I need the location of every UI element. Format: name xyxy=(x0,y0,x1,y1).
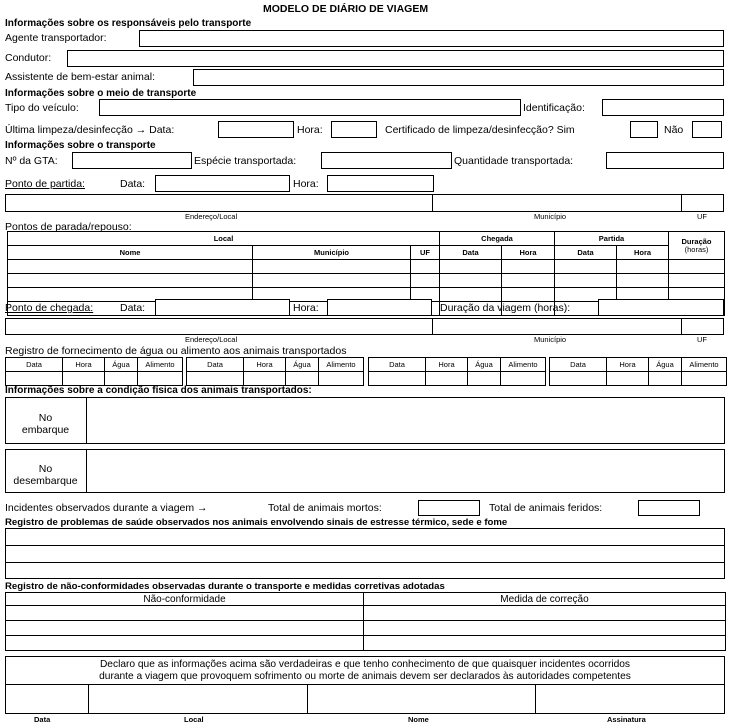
table-cell[interactable] xyxy=(253,274,411,288)
section-heading-condicao: Informações sobre a condição física dos animais transportados: xyxy=(5,385,312,396)
col-hora: Hora xyxy=(426,358,468,372)
page-title: MODELO DE DIÁRIO DE VIAGEM xyxy=(263,3,429,15)
col-alimento: Alimento xyxy=(138,358,183,372)
condutor-label: Condutor: xyxy=(5,52,52,64)
declaracao-assinatura-caption: Assinatura xyxy=(607,715,646,724)
identificacao-label: Identificação: xyxy=(523,102,585,114)
table-cell[interactable] xyxy=(63,372,105,386)
table-cell[interactable] xyxy=(244,372,286,386)
feridos-field[interactable] xyxy=(638,500,700,516)
table-row xyxy=(6,606,726,621)
chegada-data-label: Data: xyxy=(120,302,146,314)
fornecimento-table-4 xyxy=(549,357,727,386)
col-alimento: Alimento xyxy=(682,358,727,372)
paradas-uf-header: UF xyxy=(411,246,440,260)
declaracao-assinatura-field[interactable] xyxy=(536,685,724,713)
declaracao-nome-caption: Nome xyxy=(408,715,429,724)
table-cell[interactable] xyxy=(364,636,726,651)
desembarque-label-1: No xyxy=(38,463,53,475)
fornecimento-table-2 xyxy=(186,357,364,386)
table-cell[interactable] xyxy=(502,288,555,302)
table-row xyxy=(369,372,546,386)
paradas-municipio-header: Município xyxy=(253,246,411,260)
chegada-data-field[interactable] xyxy=(155,299,290,316)
quantidade-field[interactable] xyxy=(606,152,724,169)
feridos-label: Total de animais feridos: xyxy=(489,502,603,514)
divider xyxy=(681,194,682,212)
gta-label: Nº da GTA: xyxy=(5,155,58,167)
gta-field[interactable] xyxy=(72,152,192,169)
table-cell[interactable] xyxy=(369,372,426,386)
table-cell[interactable] xyxy=(440,288,502,302)
embarque-field[interactable] xyxy=(87,398,724,443)
desembarque-field[interactable] xyxy=(87,450,724,492)
certificado-sim-checkbox[interactable] xyxy=(630,121,658,138)
paradas-partida-data-header: Data xyxy=(555,246,617,260)
table-cell[interactable] xyxy=(8,274,253,288)
table-cell[interactable] xyxy=(411,274,440,288)
fornecimento-label: Registro de fornecimento de água ou alimento aos animais transportados xyxy=(5,345,347,357)
col-data: Data xyxy=(187,358,244,372)
table-cell[interactable] xyxy=(426,372,468,386)
table-cell[interactable] xyxy=(411,260,440,274)
paradas-chegada-data-header: Data xyxy=(440,246,502,260)
table-row xyxy=(6,636,726,651)
table-cell[interactable] xyxy=(440,274,502,288)
chegada-uf-caption: UF xyxy=(697,335,707,344)
table-cell[interactable] xyxy=(138,372,183,386)
nc-col-nao-conformidade: Não-conformidade xyxy=(6,593,364,606)
mortos-label: Total de animais mortos: xyxy=(268,502,382,514)
tipo-veiculo-label: Tipo do veículo: xyxy=(5,102,79,114)
paradas-partida-header: Partida xyxy=(555,232,669,246)
paradas-local-header: Local xyxy=(8,232,440,246)
declaracao-line-1: Declaro que as informações acima são verdadeiras e que tenho conhecimento de que quaisquer incidentes ocorridos xyxy=(99,659,631,670)
condutor-field[interactable] xyxy=(67,50,724,67)
paradas-chegada-header: Chegada xyxy=(440,232,555,246)
partida-hora-field[interactable] xyxy=(327,175,434,192)
table-cell[interactable] xyxy=(319,372,364,386)
section-heading-transporte: Informações sobre o transporte xyxy=(5,140,156,151)
paradas-nome-header: Nome xyxy=(8,246,253,260)
table-cell[interactable] xyxy=(6,606,364,621)
partida-data-field[interactable] xyxy=(155,175,290,192)
chegada-label: Ponto de chegada: xyxy=(5,302,94,314)
mortos-field[interactable] xyxy=(418,500,480,516)
section-heading-responsaveis: Informações sobre os responsáveis pelo transporte xyxy=(5,18,252,29)
divider xyxy=(432,318,433,335)
table-cell[interactable] xyxy=(617,260,669,274)
table-cell[interactable] xyxy=(440,260,502,274)
table-row xyxy=(6,621,726,636)
divider xyxy=(432,194,433,212)
certificado-nao-label: Não xyxy=(664,124,684,136)
table-cell[interactable] xyxy=(364,621,726,636)
declaracao-line-2: durante a viagem que provoquem sofrimento ou morte de animais devem ser declarados às autoridades competentes xyxy=(99,671,631,682)
certificado-label: Certificado de limpeza/desinfecção? Sim xyxy=(385,124,575,136)
table-cell[interactable] xyxy=(607,372,649,386)
table-cell[interactable] xyxy=(253,260,411,274)
section-heading-saude: Registro de problemas de saúde observados nos animais envolvendo sinais de estresse térmico, sede e fome xyxy=(5,517,508,528)
embarque-label-1: No xyxy=(38,412,53,424)
table-cell[interactable] xyxy=(682,372,727,386)
col-data: Data xyxy=(369,358,426,372)
table-cell[interactable] xyxy=(502,260,555,274)
table-row xyxy=(8,274,725,288)
chegada-hora-label: Hora: xyxy=(293,302,319,314)
declaracao-nome-field[interactable] xyxy=(308,685,535,713)
table-row xyxy=(550,372,727,386)
chegada-duracao-label: Duração da viagem (horas): xyxy=(440,302,571,314)
declaracao-data-caption: Data xyxy=(34,715,51,724)
table-cell[interactable] xyxy=(502,274,555,288)
table-row xyxy=(6,372,183,386)
partida-uf-caption: UF xyxy=(697,212,707,221)
table-cell[interactable] xyxy=(6,621,364,636)
quantidade-label: Quantidade transportada: xyxy=(454,155,574,167)
partida-endereco-caption: Endereço/Local xyxy=(185,212,238,221)
table-cell[interactable] xyxy=(669,260,725,274)
partida-hora-label: Hora: xyxy=(293,178,319,190)
table-row xyxy=(8,260,725,274)
divider xyxy=(5,545,725,546)
limpeza-label: Última limpeza/desinfecção → Data: xyxy=(5,124,175,136)
especie-label: Espécie transportada: xyxy=(194,155,297,167)
limpeza-hora-label: Hora: xyxy=(297,124,323,136)
col-agua: Água xyxy=(286,358,319,372)
table-cell[interactable] xyxy=(8,260,253,274)
table-cell[interactable] xyxy=(6,636,364,651)
chegada-hora-field[interactable] xyxy=(327,299,432,316)
agente-field[interactable] xyxy=(139,30,724,47)
agente-label: Agente transportador: xyxy=(5,32,107,44)
col-alimento: Alimento xyxy=(501,358,546,372)
col-data: Data xyxy=(6,358,63,372)
table-cell[interactable] xyxy=(555,274,617,288)
partida-endereco-row[interactable] xyxy=(5,194,724,212)
paradas-duracao-header xyxy=(669,232,725,260)
desembarque-label-2: desembarque xyxy=(13,475,78,487)
table-cell[interactable] xyxy=(105,372,138,386)
fornecimento-table-3 xyxy=(368,357,546,386)
col-data: Data xyxy=(550,358,607,372)
table-cell[interactable] xyxy=(649,372,682,386)
paradas-horas-text: (horas) xyxy=(684,244,709,254)
paradas-duracao-text: Duração xyxy=(681,236,712,246)
partida-data-label: Data: xyxy=(120,178,146,190)
table-cell[interactable] xyxy=(617,274,669,288)
divider xyxy=(681,318,682,335)
table-cell[interactable] xyxy=(364,606,726,621)
nc-table xyxy=(5,592,726,651)
table-cell[interactable] xyxy=(468,372,501,386)
identificacao-field[interactable] xyxy=(602,99,724,116)
chegada-municipio-caption: Município xyxy=(534,335,567,344)
table-cell[interactable] xyxy=(6,372,63,386)
chegada-endereco-caption: Endereço/Local xyxy=(185,335,238,344)
partida-municipio-caption: Município xyxy=(534,212,567,221)
paradas-chegada-hora-header: Hora xyxy=(502,246,555,260)
section-heading-nc: Registro de não-conformidades observadas durante o transporte e medidas corretivas adotadas xyxy=(5,581,445,592)
paradas-partida-hora-header: Hora xyxy=(617,246,669,260)
embarque-label-2: embarque xyxy=(21,424,70,436)
especie-field[interactable] xyxy=(321,152,452,169)
divider xyxy=(5,562,725,563)
incidentes-label: Incidentes observados durante a viagem → xyxy=(5,502,208,514)
chegada-duracao-field[interactable] xyxy=(598,299,724,316)
table-row xyxy=(187,372,364,386)
table-cell[interactable] xyxy=(187,372,244,386)
tipo-veiculo-field[interactable] xyxy=(99,99,521,116)
col-hora: Hora xyxy=(244,358,286,372)
table-cell[interactable] xyxy=(669,274,725,288)
partida-label: Ponto de partida: xyxy=(5,178,85,190)
col-hora: Hora xyxy=(63,358,105,372)
table-cell[interactable] xyxy=(550,372,607,386)
col-agua: Água xyxy=(468,358,501,372)
paradas-label: Pontos de parada/repouso: xyxy=(5,221,132,233)
chegada-endereco-row[interactable] xyxy=(5,318,724,335)
limpeza-data-field[interactable] xyxy=(218,121,294,138)
declaracao-local-field[interactable] xyxy=(89,685,307,713)
table-cell[interactable] xyxy=(286,372,319,386)
saude-box[interactable] xyxy=(5,528,725,579)
fornecimento-table-1 xyxy=(5,357,183,386)
assistente-label: Assistente de bem-estar animal: xyxy=(5,71,155,83)
col-agua: Água xyxy=(649,358,682,372)
nc-col-medida: Medida de correção xyxy=(364,593,726,606)
declaracao-data-field[interactable] xyxy=(6,685,88,713)
table-cell[interactable] xyxy=(555,260,617,274)
certificado-nao-checkbox[interactable] xyxy=(692,121,722,138)
section-heading-meio: Informações sobre o meio de transporte xyxy=(5,88,197,99)
col-agua: Água xyxy=(105,358,138,372)
col-hora: Hora xyxy=(607,358,649,372)
assistente-field[interactable] xyxy=(193,69,724,86)
limpeza-hora-field[interactable] xyxy=(331,121,377,138)
declaracao-local-caption: Local xyxy=(184,715,204,724)
col-alimento: Alimento xyxy=(319,358,364,372)
table-cell[interactable] xyxy=(501,372,546,386)
